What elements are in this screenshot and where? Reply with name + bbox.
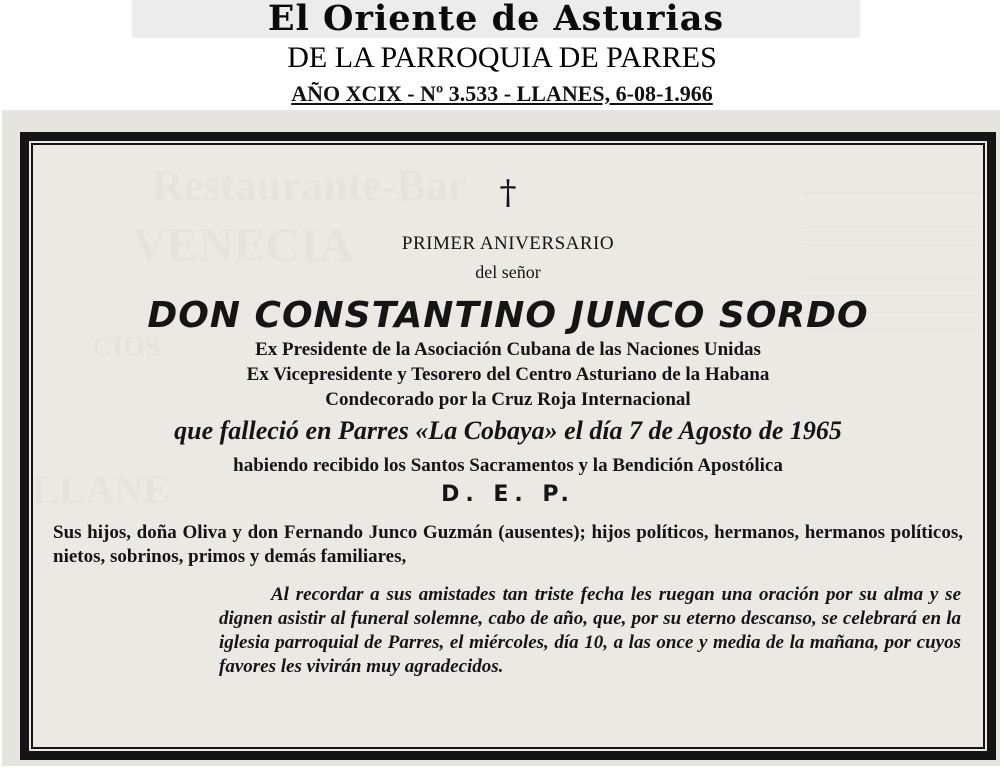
rip-initials: D. E. P. — [441, 482, 575, 507]
invitation-paragraph: Al recordar a sus amistades tan triste fecha les ruegan una oración por su alma y se dignen asistir al funeral solemne, cabo de año, que, por su eterno descanso, se celebrará en la iglesia parroquial de Parres, el miércoles, día 10, a las once y media de la mañana, por cuyos favores les vivirán muy agradecidos. — [219, 584, 961, 677]
obituary-frame — [20, 132, 996, 760]
title-line-3: Condecorado por la Cruz Roja Internacional — [325, 389, 691, 410]
cross-icon: † — [499, 173, 517, 213]
del-senor-line: del señor — [475, 262, 541, 282]
deceased-name: DON CONSTANTINO JUNCO SORDO — [147, 295, 869, 336]
title-line-2: Ex Vicepresidente y Tesorero del Centro Asturiano de la Habana — [246, 364, 770, 385]
dateline-text: AÑO XCIX - Nº 3.533 - LLANES, 6-08-1.966 — [291, 81, 713, 106]
anniversary-heading: PRIMER ANIVERSARIO — [401, 233, 615, 254]
newspaper-clipping — [2, 110, 1000, 766]
newspaper-masthead: El Oriente de Asturias — [132, 0, 860, 38]
title-line-1: Ex Presidente de la Asociación Cubana de las Naciones Unidas — [255, 339, 761, 360]
issue-dateline — [0, 80, 1004, 108]
death-statement: que falleció en Parres «La Cobaya» el día 7 de Agosto de 1965 — [174, 416, 842, 445]
parish-subtitle: DE LA PARROQUIA DE PARRES — [287, 41, 717, 74]
sacraments-line: habiendo recibido los Santos Sacramentos y la Bendición Apostólica — [233, 455, 783, 476]
family-paragraph: Sus hijos, doña Oliva y don Fernando Junco Guzmán (ausentes); hijos políticos, hermanos, hermanos políticos, nietos, sobrinos, primos y demás familiares, — [53, 522, 963, 567]
